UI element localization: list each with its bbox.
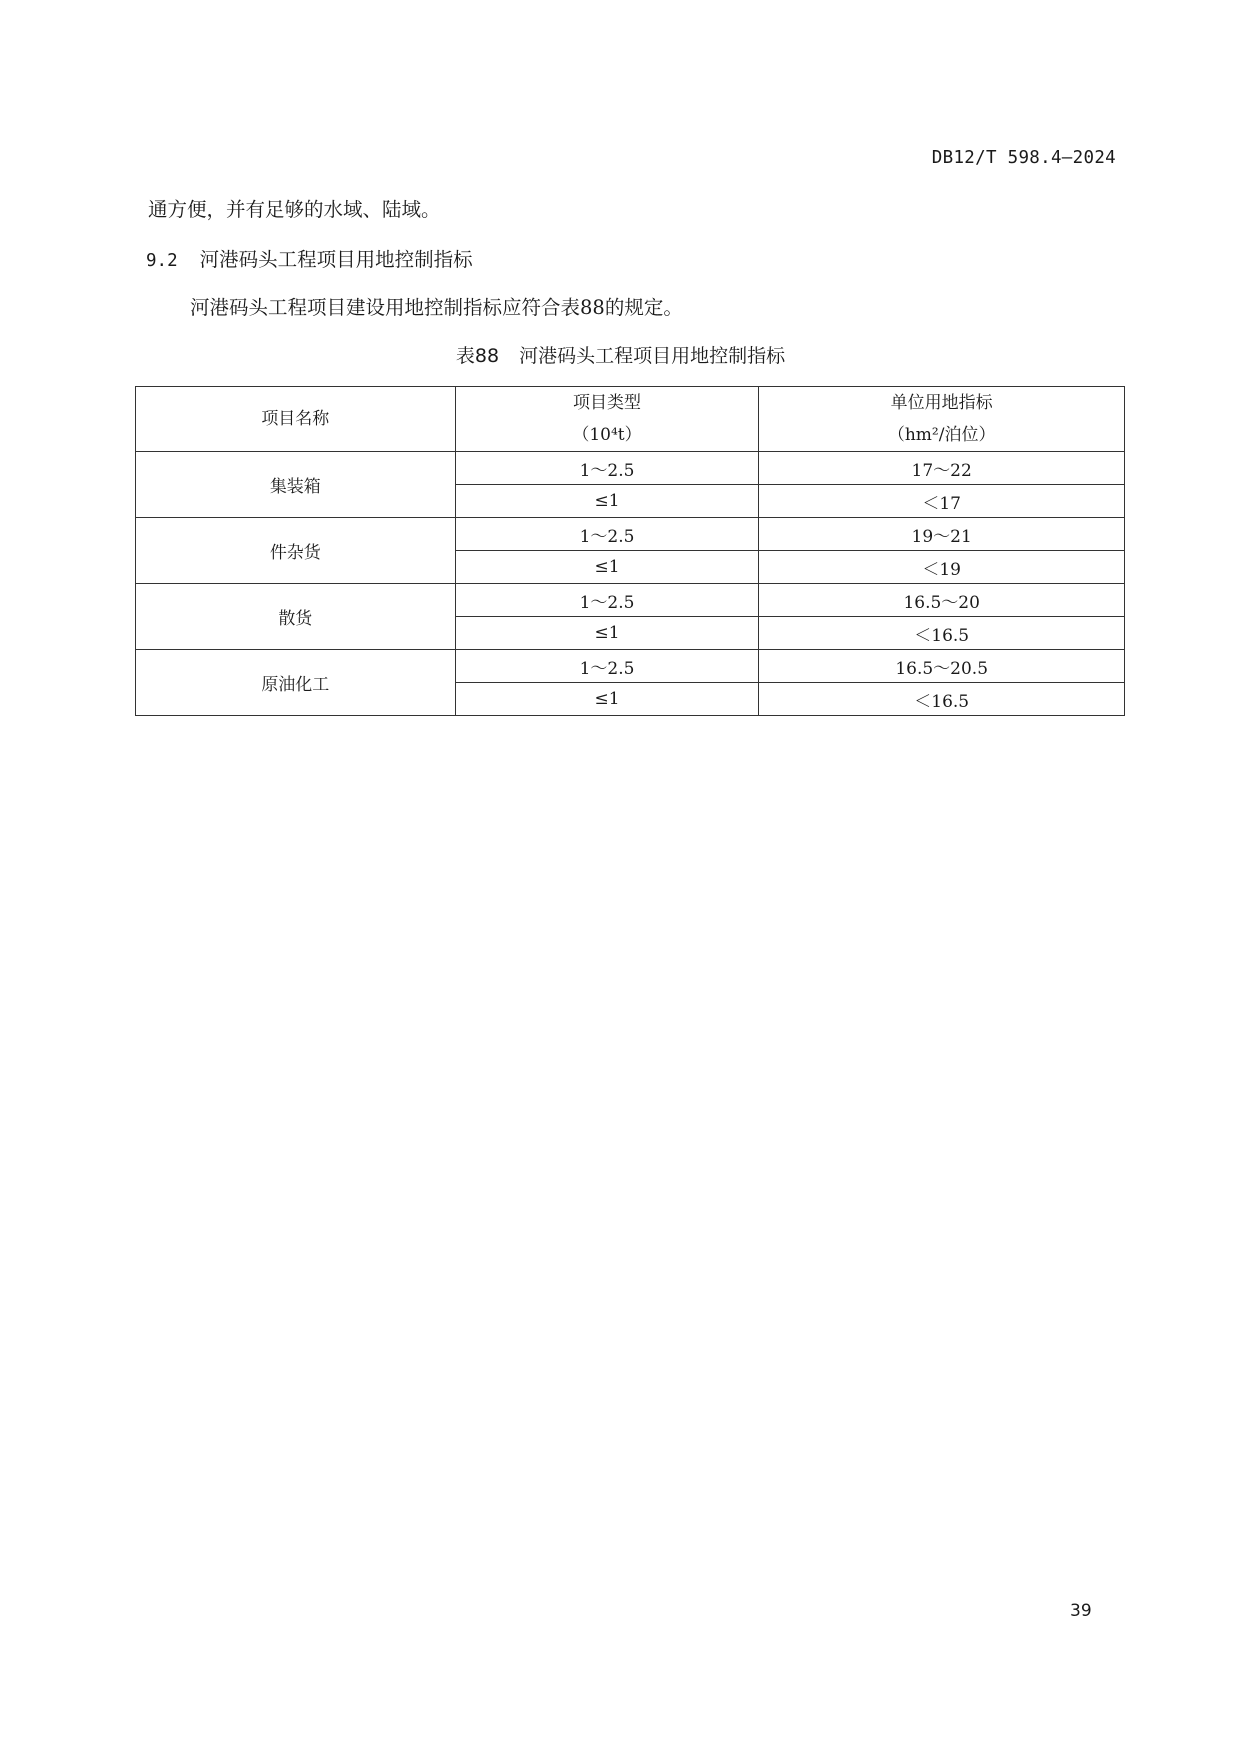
row-unit-index: 16.5～20 bbox=[759, 584, 1125, 617]
row-unit-index: ＜19 bbox=[759, 551, 1125, 584]
row-unit-index: 19～21 bbox=[759, 518, 1125, 551]
table-caption-title: 河港码头工程项目用地控制指标 bbox=[519, 345, 786, 367]
row-project-type: ≤1 bbox=[455, 551, 759, 584]
header-unit-index bbox=[759, 387, 1125, 452]
row-project-name: 散货 bbox=[136, 584, 456, 650]
page-number: 39 bbox=[1070, 1601, 1092, 1621]
header-unit-index-label: 单位用地指标 bbox=[890, 393, 993, 413]
row-project-type: 1～2.5 bbox=[455, 584, 759, 617]
row-project-type: 1～2.5 bbox=[455, 518, 759, 551]
row-project-type: 1～2.5 bbox=[455, 650, 759, 683]
continuation-paragraph: 通方便，并有足够的水域、陆域。 bbox=[148, 198, 441, 221]
row-project-type: ≤1 bbox=[455, 617, 759, 650]
table-caption-number: 表88 bbox=[455, 345, 500, 367]
table-row bbox=[136, 650, 1125, 683]
header-project-name: 项目名称 bbox=[136, 387, 456, 452]
table-caption bbox=[0, 341, 1241, 368]
row-unit-index: 16.5～20.5 bbox=[759, 650, 1125, 683]
table-row bbox=[136, 452, 1125, 485]
row-project-type: ≤1 bbox=[455, 683, 759, 716]
land-use-table bbox=[135, 386, 1125, 716]
table-header-row bbox=[136, 387, 1125, 452]
row-project-type: 1～2.5 bbox=[455, 452, 759, 485]
row-unit-index: 17～22 bbox=[759, 452, 1125, 485]
row-unit-index: ＜17 bbox=[759, 485, 1125, 518]
document-code: DB12/T 598.4—2024 bbox=[931, 148, 1116, 168]
row-project-name: 件杂货 bbox=[136, 518, 456, 584]
row-project-name: 原油化工 bbox=[136, 650, 456, 716]
header-project-type-unit: （10⁴t） bbox=[572, 425, 642, 445]
row-unit-index: ＜16.5 bbox=[759, 617, 1125, 650]
row-project-type: ≤1 bbox=[455, 485, 759, 518]
table-row bbox=[136, 518, 1125, 551]
header-project-type bbox=[455, 387, 759, 452]
header-unit-index-unit: （hm²/泊位） bbox=[887, 425, 996, 445]
header-project-type-label: 项目类型 bbox=[573, 393, 641, 413]
section-title: 河港码头工程项目用地控制指标 bbox=[199, 248, 473, 271]
section-number: 9.2 bbox=[146, 251, 178, 271]
row-unit-index: ＜16.5 bbox=[759, 683, 1125, 716]
row-project-name: 集装箱 bbox=[136, 452, 456, 518]
section-heading bbox=[146, 244, 473, 272]
table-row bbox=[136, 584, 1125, 617]
intro-paragraph: 河港码头工程项目建设用地控制指标应符合表88的规定。 bbox=[190, 296, 683, 319]
